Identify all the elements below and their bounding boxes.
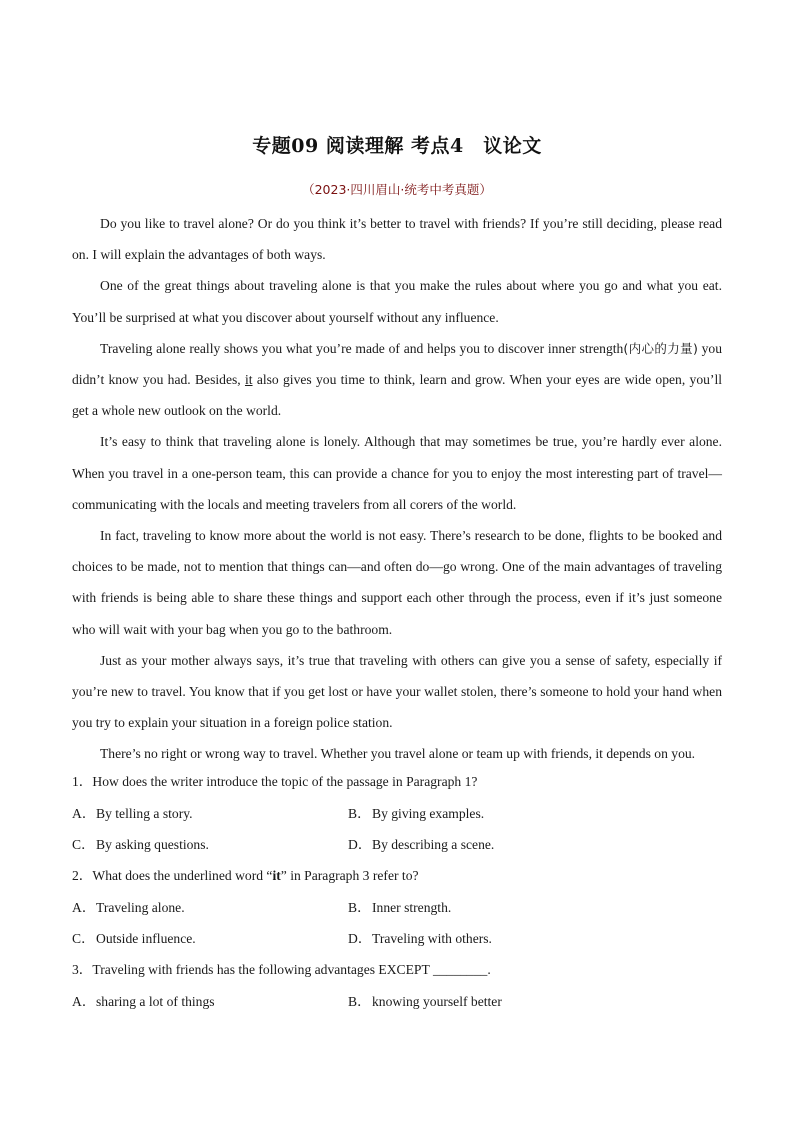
question-number: 3． (72, 962, 93, 977)
option-text: By giving examples. (372, 806, 485, 821)
option-letter: B． (348, 806, 371, 821)
paragraph-1: Do you like to travel alone? Or do you think it’s better to travel with friends? If you’re still deciding, please read on. I will explain the advantages of both ways. (72, 216, 722, 263)
paragraph-3 (72, 333, 722, 427)
question-1-stem (72, 772, 477, 792)
option-text: By describing a scene. (372, 837, 495, 852)
option-letter: A． (72, 806, 96, 821)
option-text: knowing yourself better (372, 994, 502, 1009)
question-2-option-b[interactable] (348, 898, 451, 918)
page-title: 专题09 阅读理解 考点4 议论文 (252, 135, 542, 157)
question-3-option-b[interactable] (348, 992, 502, 1012)
option-letter: C． (72, 931, 95, 946)
option-letter: D． (348, 931, 372, 946)
option-letter: C． (72, 837, 95, 852)
question-2-stem (72, 866, 419, 886)
option-text: sharing a lot of things (96, 994, 215, 1009)
question-1-option-c[interactable] (72, 835, 209, 855)
option-letter: D． (348, 837, 372, 852)
option-letter: A． (72, 900, 96, 915)
paragraph-6: Just as your mother always says, it’s true that traveling with others can give you a sense of safety, especially if you’re new to travel. You know that if you get lost or have your wallet stolen, there’s someone to hold your hand when you try to explain your situation in a foreign police station. (72, 652, 722, 731)
question-1-option-b[interactable] (348, 804, 484, 824)
question-number: 2． (72, 868, 93, 883)
paragraph-3-part-b: you didn’t know you had. Besides, (72, 340, 722, 388)
question-1-option-a[interactable] (72, 804, 193, 824)
question-number: 1． (72, 774, 93, 789)
question-keyword: it (272, 868, 281, 883)
chinese-gloss: (内心的力量) (623, 340, 698, 356)
question-text-b: ” in Paragraph 3 refer to? (280, 868, 419, 883)
option-text: Inner strength. (372, 900, 452, 915)
option-text: Traveling alone. (96, 900, 185, 915)
question-1-option-d[interactable] (348, 835, 494, 855)
paragraph-3-part-a: Traveling alone really shows you what you’re made of and helps you to discover inner strength (100, 340, 624, 356)
paragraph-3-part-c: also gives you time to think, learn and grow. When your eyes are wide open, you’ll get a whole new outlook on the world. (72, 372, 722, 419)
question-text: Traveling with friends has the following advantages EXCEPT ________. (92, 962, 491, 977)
option-text: Outside influence. (96, 931, 196, 946)
option-letter: B． (348, 994, 371, 1009)
underlined-word-it: it (244, 372, 253, 388)
option-text: Traveling with others. (372, 931, 492, 946)
source-note: （2023·四川眉山·统考中考真题） (302, 182, 492, 197)
paragraph-7: There’s no right or wrong way to travel. Whether you travel alone or team up with friends, it depends on you. (100, 746, 696, 762)
question-2-option-a[interactable] (72, 898, 185, 918)
paragraph-4: It’s easy to think that traveling alone is lonely. Although that may sometimes be true, you’re hardly ever alone. When you travel in a one-person team, this can provide a chance for you to enjoy the most interesting part of travel—communicating with the locals and meeting travelers from all corers of the world. (72, 434, 722, 512)
paragraph-2: One of the great things about traveling alone is that you make the rules about where you go and what you eat. You’ll be surprised at what you discover about yourself without any influence. (72, 278, 722, 325)
question-2-option-d[interactable] (348, 929, 492, 949)
question-text-a: What does the underlined word “ (92, 868, 273, 883)
paragraph-5: In fact, traveling to know more about the world is not easy. There’s research to be done, flights to be booked and choices to be made, not to mention that things can—and often do—go wrong. One of the main advantages of traveling with friends is being able to share these things and support each other through the process, even if it’s just someone who will wait with your bag when you go to the bathroom. (72, 528, 722, 637)
question-3-option-a[interactable] (72, 992, 215, 1012)
reading-passage (72, 208, 722, 770)
question-2-option-c[interactable] (72, 929, 196, 949)
question-text: How does the writer introduce the topic of the passage in Paragraph 1? (92, 774, 478, 789)
question-3-stem (72, 960, 491, 980)
option-letter: B． (348, 900, 371, 915)
option-text: By telling a story. (96, 806, 193, 821)
option-text: By asking questions. (96, 837, 209, 852)
option-letter: A． (72, 994, 96, 1009)
